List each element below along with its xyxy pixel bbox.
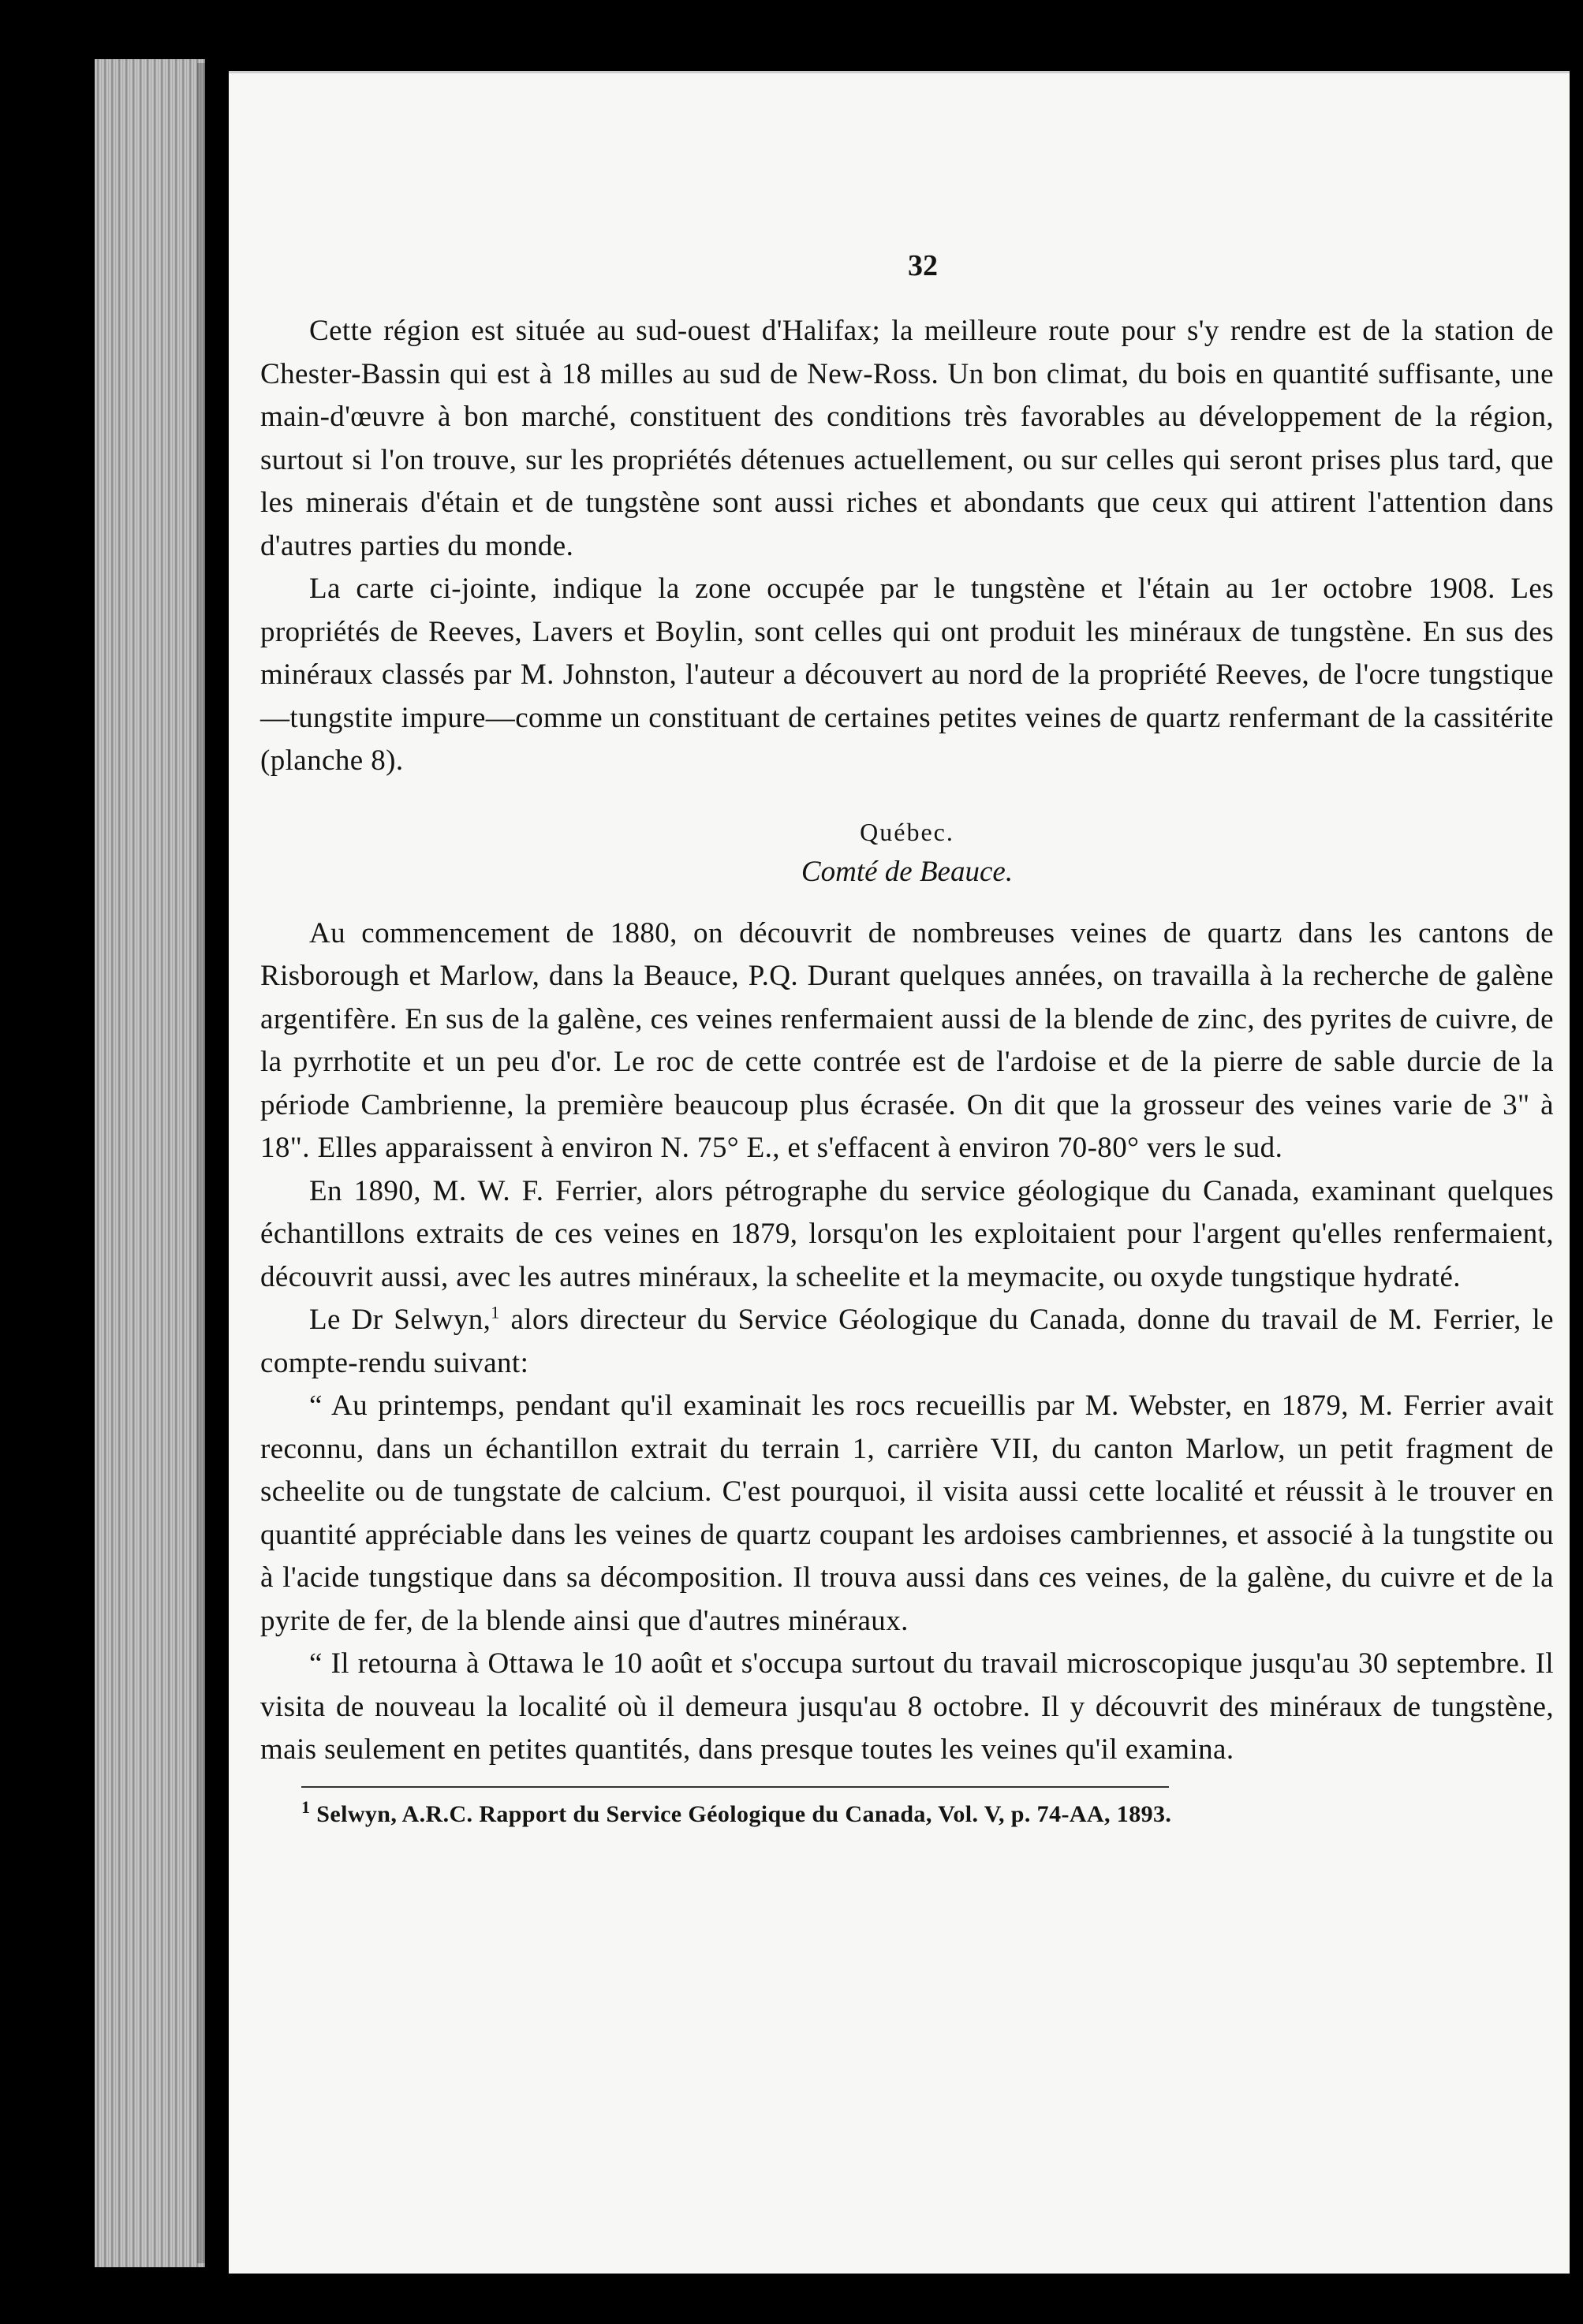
- footnote: [301, 1796, 1554, 1830]
- paragraph-selwyn: [260, 1299, 1554, 1385]
- paragraph-halifax-region: Cette région est située au sud-ouest d'Halifax; la meilleure route pour s'y rendre est de la station de Chester-Bassin qui est à 18 milles au sud de New-Ross. Un bon climat, du bois en quantité suffisante, une main-d'œuvre à bon marché, constituent des conditions très favorables au développement de la région, surtout si l'on trouve, sur les propriétés détenues actuellement, ou sur celles qui seront prises plus tard, que les minerais d'étain et de tungstène sont aussi riches et abondants que ceux qui attirent l'attention dans d'autres parties du monde.: [260, 315, 1554, 562]
- heading-province: Québec.: [860, 817, 954, 846]
- book-page-edges: [95, 59, 205, 2267]
- page-gutter-shadow: [197, 63, 229, 2263]
- page-content: [260, 248, 1554, 1830]
- paragraph-ferrier-1890: En 1890, M. W. F. Ferrier, alors pétrographe du service géologique du Canada, examinant quelques échantillons extraits de ces veines en 1879, lorsqu'on les exploitaient pour l'argent qu'elles renfermaient, découvrit aussi, avec les autres minéraux, la scheelite et la meymacite, ou oxyde tungstique hydraté.: [260, 1174, 1554, 1293]
- footnote-reference: 1: [491, 1302, 500, 1322]
- quote-paragraph-spring: “ Au printemps, pendant qu'il examinait les rocs recueillis par M. Webster, en 1879, M. Ferrier avait reconnu, dans un échantillon extrait du terrain 1, carrière VII, du canton Marlow, un petit fragment de scheelite ou de tungstate de calcium. C'est pourquoi, il visita aussi cette localité et réussit à le trouver en quantité appréciable dans les veines de quartz coupant les ardoises cambriennes, et associé à la tungstite ou à l'acide tungstique dans sa décomposition. Il trouva aussi dans ces veines, de la galène, du cuivre et de la pyrite de fer, de la blende ainsi que d'autres minéraux.: [260, 1390, 1554, 1637]
- page-number: 32: [908, 249, 938, 282]
- footnote-text: Selwyn, A.R.C. Rapport du Service Géologique du Canada, Vol. V, p. 74-AA, 1893.: [310, 1800, 1172, 1827]
- selwyn-text-after: alors directeur du Service Géologique du Canada, donne du travail de M. Ferrier, le compte-rendu suivant:: [260, 1304, 1554, 1379]
- paragraph-beauce-discovery: Au commencement de 1880, on découvrit de nombreuses veines de quartz dans les cantons de Risborough et Marlow, dans la Beauce, P.Q. Durant quelques années, on travailla à la recherche de galène argentifère. En sus de la galène, ces veines renfermaient aussi de la blende de zinc, des pyrites de cuivre, de la pyrrhotite et un peu d'or. Le roc de cette contrée est de l'ardoise et de la pierre de sable durcie de la période Cambrienne, la première beaucoup plus écrasée. On dit que la grosseur des veines varie de 3" à 18". Elles apparaissent à environ N. 75° E., et s'effacent à environ 70-80° vers le sud.: [260, 916, 1554, 1164]
- paragraph-map-zone: La carte ci-jointe, indique la zone occupée par le tungstène et l'étain au 1er octobre 1908. Les propriétés de Reeves, Lavers et Boylin, sont celles qui ont produit les minéraux de tungstène. En sus des minéraux classés par M. Johnston, l'auteur a découvert au nord de la propriété Reeves, de l'ocre tungstique—tungstite impure—comme un constituant de certaines petites veines de quartz renfermant de la cassitérite (planche 8).: [260, 573, 1554, 777]
- footnote-marker: 1: [301, 1796, 311, 1817]
- footnote-divider: [301, 1786, 1169, 1788]
- selwyn-text-before: Le Dr Selwyn,: [309, 1304, 491, 1336]
- heading-county: Comté de Beauce.: [801, 855, 1014, 888]
- quote-paragraph-ottawa: “ Il retourna à Ottawa le 10 août et s'occupa surtout du travail microscopique jusqu'au 30 septembre. Il visita de nouveau la localité où il demeura jusqu'au 8 octobre. Il y découvrit des minéraux de tungstène, mais seulement en petites quantités, dans presque toutes les veines qu'il examina.: [260, 1647, 1554, 1766]
